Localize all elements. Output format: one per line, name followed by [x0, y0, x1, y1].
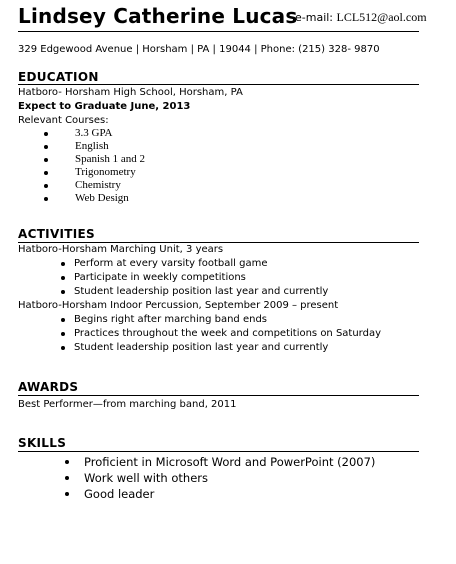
activity-item: Perform at every varsity football game [74, 258, 268, 269]
list-item [65, 470, 375, 486]
list-item [61, 285, 328, 299]
bullet-icon [61, 318, 65, 322]
email-address: LCL512@aol.com [336, 10, 427, 24]
skills-heading: SKILLS [18, 436, 67, 450]
courses-label: Relevant Courses: [18, 115, 109, 126]
bullet-icon [44, 171, 48, 175]
email-line [295, 10, 427, 25]
bullet-icon [61, 332, 65, 336]
course-item: Trigonometry [75, 166, 136, 178]
list-item [44, 166, 145, 179]
courses-list [44, 127, 145, 205]
activity-title: Hatboro-Horsham Marching Unit, 3 years [18, 244, 224, 255]
bullet-icon [65, 492, 69, 496]
bullet-icon [44, 184, 48, 188]
list-item [61, 313, 381, 327]
list-item [65, 454, 375, 470]
course-item: English [75, 140, 109, 152]
list-item [44, 140, 145, 153]
skills-list [65, 454, 375, 502]
skills-divider [18, 451, 419, 452]
education-divider [18, 84, 419, 85]
bullet-icon [61, 290, 65, 294]
skill-item: Proficient in Microsoft Word and PowerPoint (2007) [84, 455, 376, 469]
bullet-icon [44, 197, 48, 201]
awards-divider [18, 395, 419, 396]
activity-item: Student leadership position last year and currently [74, 342, 329, 353]
course-item: Chemistry [75, 179, 121, 191]
graduation-line: Expect to Graduate June, 2013 [18, 101, 191, 112]
activity-item: Begins right after marching band ends [74, 314, 268, 325]
bullet-icon [61, 346, 65, 350]
bullet-icon [44, 132, 48, 136]
list-item [44, 153, 145, 166]
resume-page [18, 0, 427, 564]
activity-item: Student leadership position last year and currently [74, 286, 329, 297]
list-item [61, 271, 328, 285]
list-item [61, 257, 328, 271]
list-item [44, 127, 145, 140]
activity-item: Participate in weekly competitions [74, 272, 246, 283]
contact-line: 329 Edgewood Avenue | Horsham | PA | 19044 | Phone: (215) 328- 9870 [18, 44, 380, 55]
list-item [65, 486, 375, 502]
bullet-icon [44, 158, 48, 162]
list-item [61, 341, 381, 355]
activities-heading: ACTIVITIES [18, 227, 95, 241]
activity-item: Practices throughout the week and competitions on Saturday [74, 328, 382, 339]
activity-items [61, 313, 381, 355]
skill-item: Good leader [84, 487, 155, 501]
course-item: Web Design [75, 192, 129, 204]
course-item: 3.3 GPA [75, 127, 113, 139]
awards-heading: AWARDS [18, 380, 79, 394]
skill-item: Work well with others [84, 471, 208, 485]
list-item [61, 327, 381, 341]
list-item [44, 179, 145, 192]
header-divider [18, 31, 419, 32]
education-heading: EDUCATION [18, 70, 99, 84]
bullet-icon [61, 262, 65, 266]
activity-title: Hatboro-Horsham Indoor Percussion, September 2009 – present [18, 300, 339, 311]
activity-items [61, 257, 328, 299]
bullet-icon [65, 460, 69, 464]
bullet-icon [44, 145, 48, 149]
school-line: Hatboro- Horsham High School, Horsham, PA [18, 87, 243, 98]
course-item: Spanish 1 and 2 [75, 153, 145, 165]
list-item [44, 192, 145, 205]
bullet-icon [61, 276, 65, 280]
candidate-name: Lindsey Catherine Lucas [18, 4, 298, 28]
email-label: e-mail: [295, 11, 337, 24]
bullet-icon [65, 476, 69, 480]
award-line: Best Performer—from marching band, 2011 [18, 399, 237, 410]
